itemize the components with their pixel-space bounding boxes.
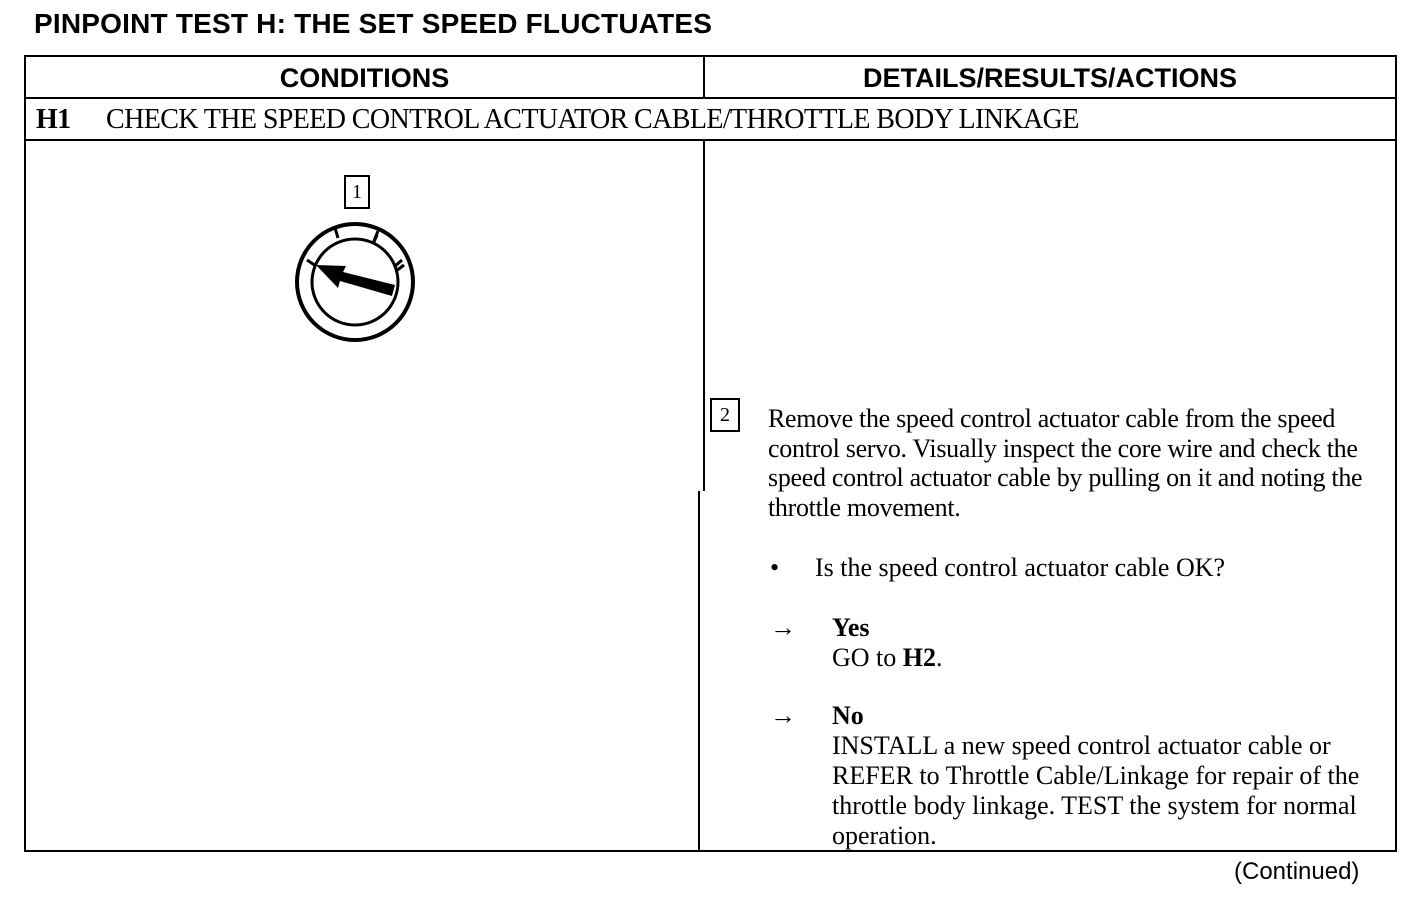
column-header-conditions: CONDITIONS (279, 63, 450, 93)
column-divider-lower (698, 491, 700, 852)
yes-action-suffix: . (936, 643, 943, 672)
question-text: Is the speed control actuator cable OK? (815, 553, 1226, 582)
no-label: No (832, 701, 864, 730)
yes-label: Yes (832, 613, 870, 642)
page-title: PINPOINT TEST H: THE SET SPEED FLUCTUATES (34, 8, 713, 39)
column-header-details: DETAILS/RESULTS/ACTIONS (862, 63, 1237, 93)
header-divider (703, 57, 705, 99)
header-rule (26, 97, 1395, 99)
yes-action (832, 643, 1392, 673)
condition-2-number: 2 (710, 398, 740, 432)
question-item (770, 553, 1225, 583)
yes-action-prefix: GO to (832, 643, 903, 672)
column-divider-upper (703, 141, 705, 491)
answer-yes (770, 613, 1390, 683)
arrow-right-icon: → (770, 613, 796, 642)
step-title: CHECK THE SPEED CONTROL ACTUATOR CABLE/THROTTLE BODY LINKAGE (106, 104, 1079, 135)
details-text: Remove the speed control actuator cable from the speed control servo. Visually inspect the core wire and check the speed control actuator cable by pulling on it and noting the throttle movement. (768, 404, 1363, 522)
bullet-icon: • (770, 553, 780, 582)
step-id: H1 (36, 104, 71, 135)
step-rule (26, 139, 1395, 141)
ignition-switch-key-icon (292, 222, 418, 342)
step-title-row (36, 100, 1079, 140)
yes-action-target: H2 (902, 643, 937, 672)
condition-1-number: 1 (344, 175, 370, 209)
continued-label: (Continued) (1234, 858, 1360, 885)
no-action: INSTALL a new speed control actuator cable or REFER to Throttle Cable/Linkage for repair of the throttle body linkage. TEST the system for normal operation. (832, 731, 1360, 850)
arrow-right-icon: → (770, 701, 796, 730)
answer-no (770, 701, 1390, 851)
